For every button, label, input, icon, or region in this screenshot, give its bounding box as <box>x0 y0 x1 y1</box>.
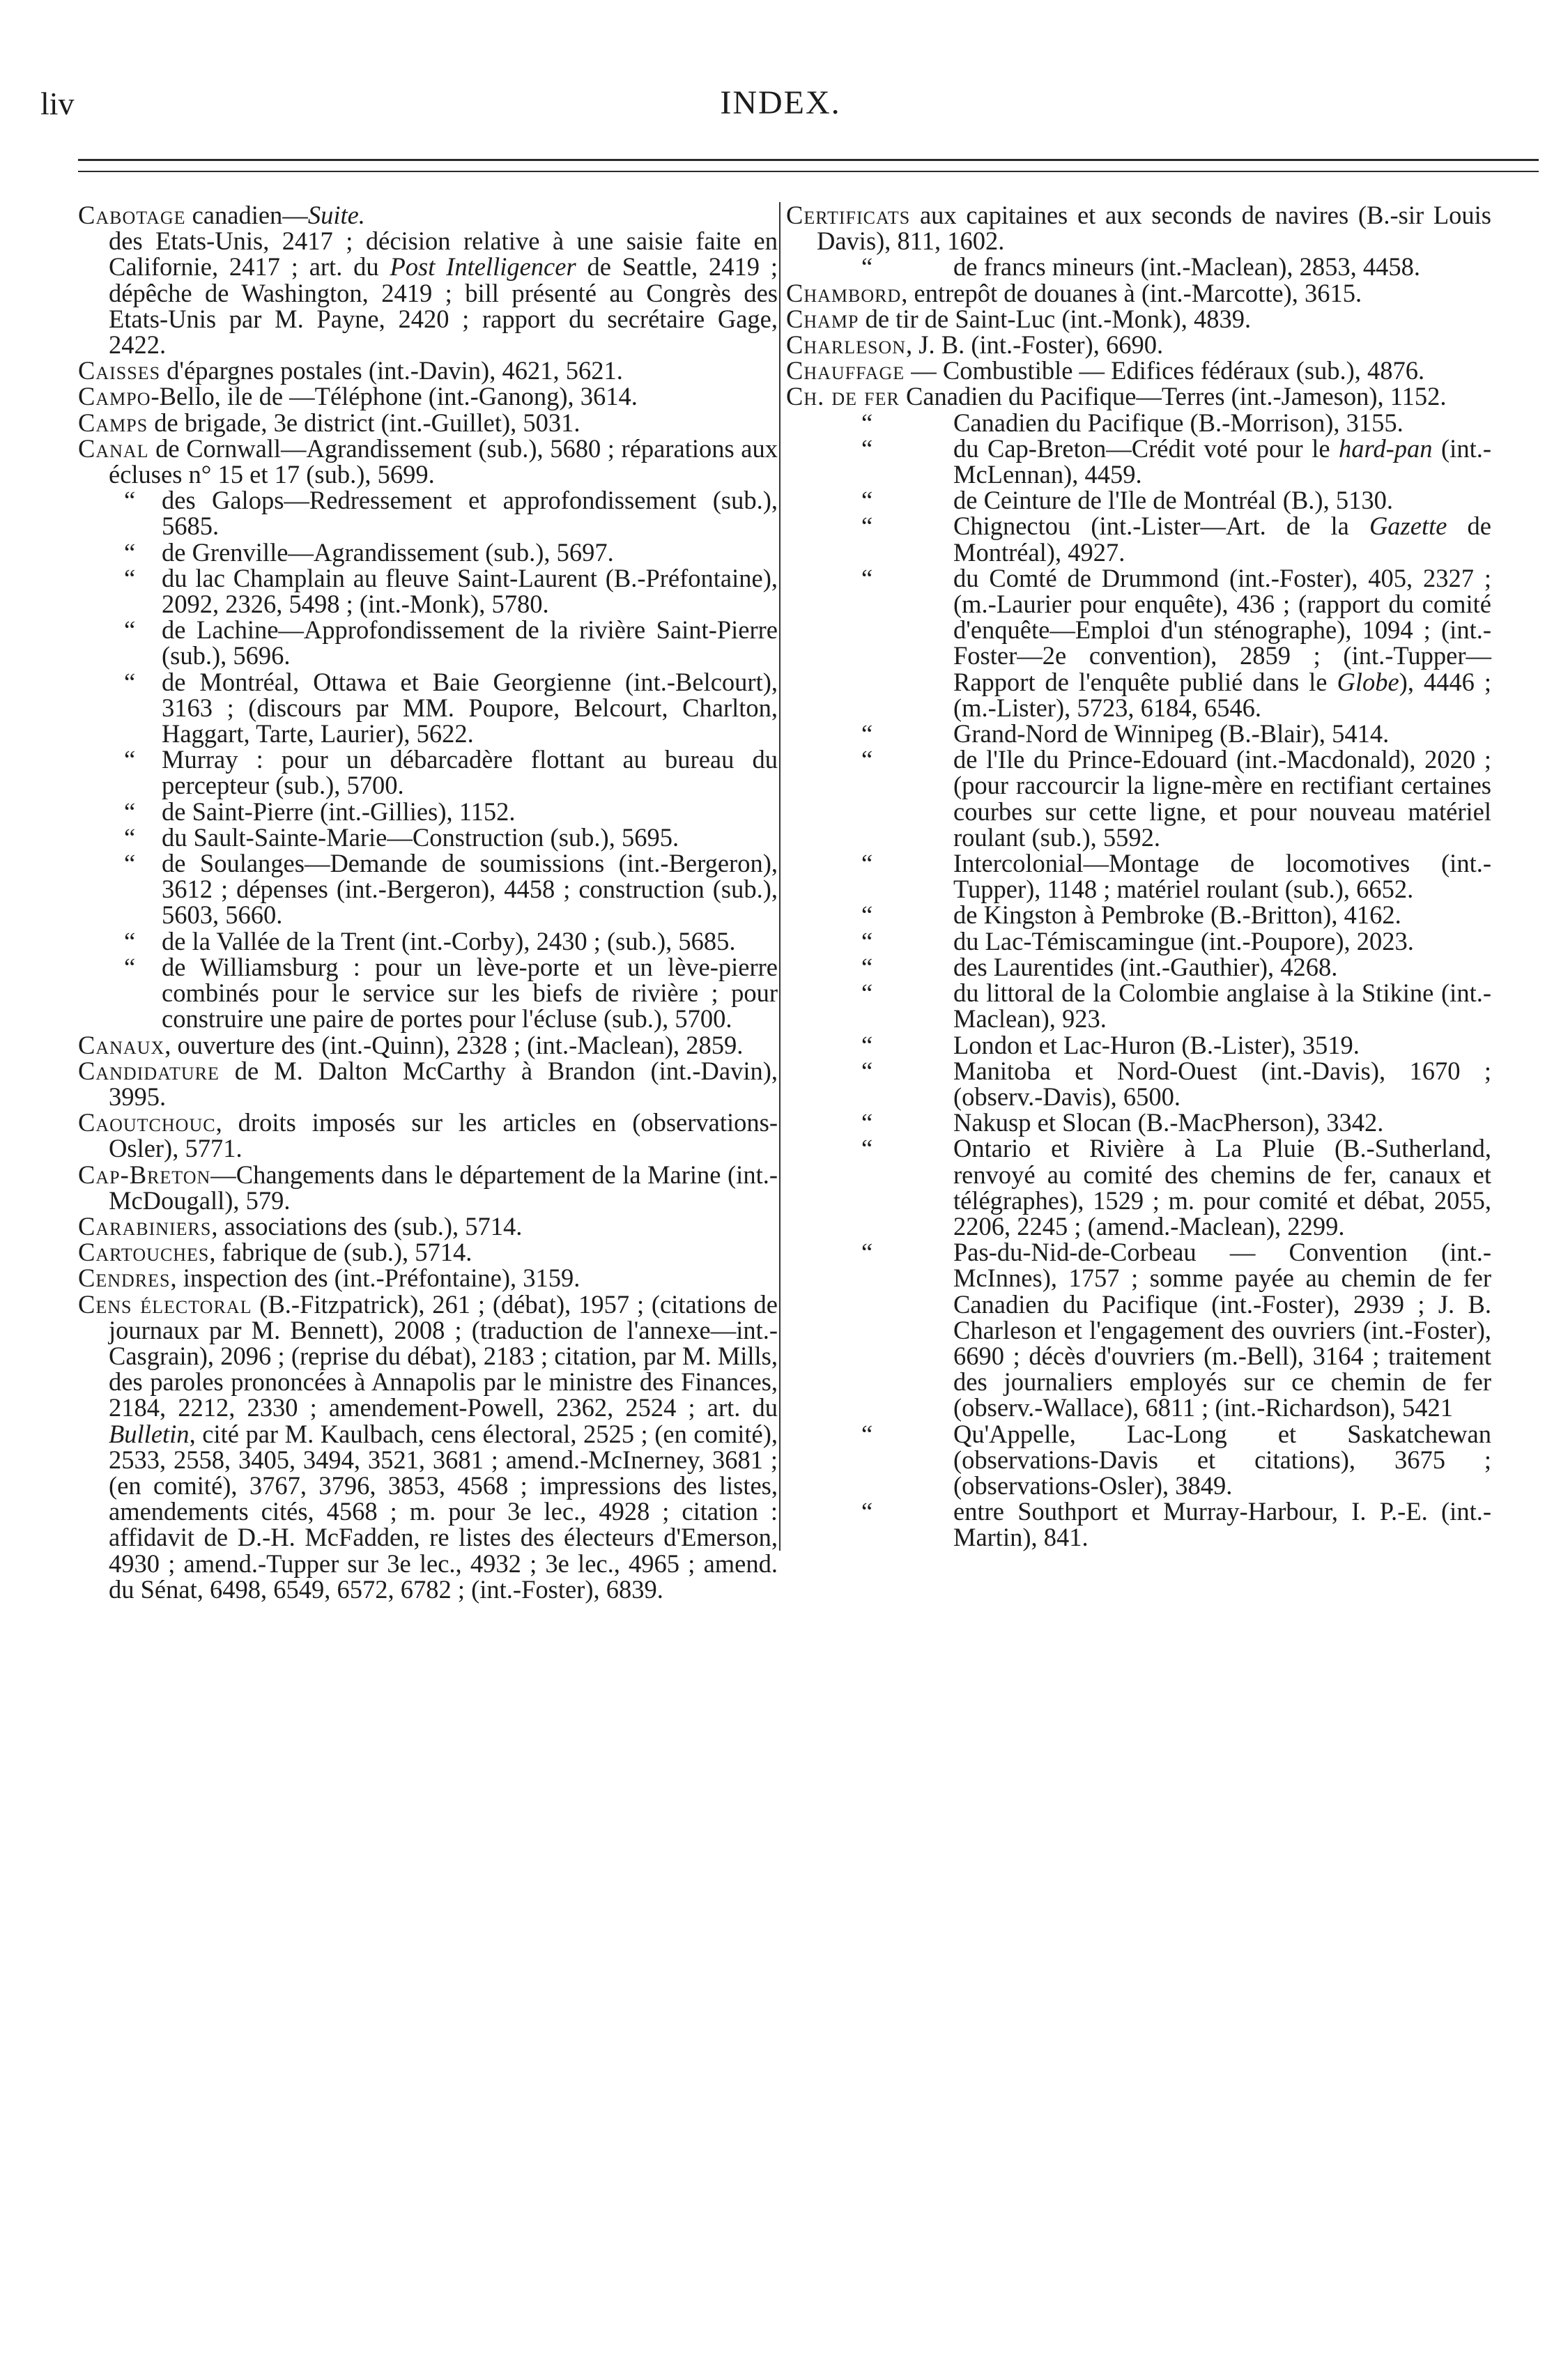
index-subentry <box>786 433 1491 489</box>
ditto-mark: “ <box>124 797 136 826</box>
entry-text: de Cornwall—Agrandissement (sub.), 5680 ; réparations aux écluses n° 15 et 17 (sub.), 5699. <box>109 433 778 489</box>
ditto-mark: “ <box>861 952 873 981</box>
index-subentry <box>786 513 1491 565</box>
header-rule-top <box>78 159 1539 161</box>
entry-heading: Cartouches <box>78 1238 210 1267</box>
entry-text: , droits imposés sur les articles en (observations-Osler), 5771. <box>109 1108 778 1163</box>
entry-heading: Camps <box>78 408 148 437</box>
index-subentry <box>78 669 778 747</box>
entry-text: de l'Ile du Prince-Edouard (int.-Macdonald), 2020 ; (pour raccourcir la ligne-mère en rectifiant certaines courbes sur cette ligne, et pour nouveau matériel roulant (sub.), 5592. <box>953 745 1491 852</box>
index-entry <box>78 1265 778 1291</box>
ditto-mark: “ <box>861 408 873 437</box>
entry-heading: Cendres <box>78 1264 171 1293</box>
entry-heading: Cap-Breton <box>78 1160 211 1189</box>
header-rule-bottom <box>78 171 1539 172</box>
ditto-mark: “ <box>861 1238 873 1267</box>
entry-heading: Carabiniers <box>78 1211 212 1241</box>
page-number: liv <box>40 86 75 121</box>
entry-text: de brigade, 3e district (int.-Guillet), 5031. <box>148 408 580 437</box>
entry-text: Murray : pour un débarcadère flottant au bureau du percepteur (sub.), 5700. <box>162 745 778 800</box>
index-entry <box>78 1032 778 1058</box>
index-column-right <box>779 202 1491 1551</box>
index-entry <box>786 358 1491 383</box>
index-entry <box>78 1291 778 1602</box>
entry-text: des Laurentides (int.-Gauthier), 4268. <box>953 952 1338 981</box>
entry-heading: Cabotage <box>78 201 186 229</box>
entry-heading: Cens électoral <box>78 1289 252 1319</box>
entry-text: de M. Dalton McCarthy à Brandon (int.-Davin), 3995. <box>109 1056 778 1111</box>
index-entry <box>78 1213 778 1239</box>
index-subentry <box>78 824 778 850</box>
index-subentry <box>78 799 778 824</box>
entry-text: — Combustible — Edifices fédéraux (sub.), 4876. <box>905 356 1425 385</box>
ditto-mark: “ <box>861 433 873 463</box>
entry-heading: Charleson <box>786 330 907 360</box>
entry-text: Nakusp et Slocan (B.-MacPherson), 3342. <box>953 1108 1384 1137</box>
entry-text: , fabrique de (sub.), 5714. <box>209 1238 472 1267</box>
entry-text: Chignectou (int.-Lister—Art. de la <box>953 512 1369 541</box>
entry-italic: Globe <box>1337 667 1399 696</box>
index-subentry <box>78 617 778 668</box>
entry-text: de Soulanges—Demande de soumissions (int.-Bergeron), 3612 ; dépenses (int.-Bergeron), 4458 ; construction (sub.), 5603, 5660. <box>162 849 778 930</box>
entry-text: , J. B. (int.-Foster), 6690. <box>906 330 1164 360</box>
index-subentry <box>786 850 1491 902</box>
index-subentry <box>786 746 1491 850</box>
index-entry <box>786 332 1491 358</box>
entry-text: du lac Champlain au fleuve Saint-Laurent (B.-Préfontaine), 2092, 2326, 5498 ; (int.-Monk), 5780. <box>162 563 778 619</box>
entry-text: , entrepôt de douanes à (int.-Marcotte), 3615. <box>901 278 1362 307</box>
ditto-mark: “ <box>861 512 873 541</box>
index-entry <box>78 410 778 436</box>
entry-text: , ouverture des (int.-Quinn), 2328 ; (int.-Maclean), 2859. <box>164 1030 744 1059</box>
entry-italic: Post Intelligencer <box>390 252 576 282</box>
index-subentry <box>786 1498 1491 1550</box>
ditto-mark: “ <box>861 926 873 955</box>
entry-heading: Ch. de fer <box>786 382 900 411</box>
index-entry <box>78 1239 778 1265</box>
entry-text: de Williamsburg : pour un lève-porte et un lève-pierre combinés pour le service sur les biefs de rivière ; pour construire une paire de portes pour l'écluse (sub.), 5700. <box>162 952 778 1034</box>
ditto-mark: “ <box>861 719 873 748</box>
entry-text: des Etats-Unis, 2417 ; décision relative à une saisie faite en Californie, 2417 ; art. du <box>109 227 778 282</box>
ditto-mark: “ <box>124 926 136 955</box>
entry-text: Qu'Appelle, Lac-Long et Saskatchewan (observations-Davis et citations), 3675 ; (observations-Osler), 3849. <box>953 1419 1491 1500</box>
index-entry <box>78 1162 778 1213</box>
ditto-mark: “ <box>861 1134 873 1163</box>
entry-text: de la Vallée de la Trent (int.-Corby), 2430 ; (sub.), 5685. <box>162 926 736 955</box>
index-entry <box>78 383 778 409</box>
entry-text: des Galops—Redressement et approfondissement (sub.), 5685. <box>162 486 778 541</box>
ditto-mark: “ <box>861 1419 873 1448</box>
ditto-mark: “ <box>861 252 873 282</box>
ditto-mark: “ <box>124 563 136 592</box>
index-subentry <box>786 1421 1491 1499</box>
entry-heading: Candidature <box>78 1056 220 1085</box>
index-subentry <box>78 565 778 617</box>
entry-text: Pas-du-Nid-de-Corbeau — Convention (int.-McInnes), 1757 ; somme payée au chemin de fer Canadien du Pacifique (int.-Foster), 2939 ; J. B. Charleson et l'engagement des ouvriers (int.-Foster), 6690 ; décès d'ouvriers (m.-Bell), 3164 ; traitement des journaliers employés sur ce chemin de fer (observ.-Wallace), 6811 ; (int.-Richardson), 5421 <box>953 1238 1491 1422</box>
index-subentry <box>78 539 778 565</box>
ditto-mark: “ <box>124 667 136 696</box>
index-entry <box>786 202 1491 254</box>
index-subentry <box>786 1110 1491 1135</box>
index-subentry <box>78 487 778 539</box>
entry-text: de francs mineurs (int.-Maclean), 2853, 4458. <box>953 252 1420 282</box>
index-subentry <box>786 252 1491 282</box>
entry-text: de Kingston à Pembroke (B.-Britton), 4162. <box>953 900 1401 930</box>
entry-text: , associations des (sub.), 5714. <box>211 1211 523 1241</box>
ditto-mark: “ <box>124 537 136 567</box>
ditto-mark: “ <box>861 1497 873 1526</box>
ditto-mark: “ <box>861 1030 873 1059</box>
index-entry <box>786 383 1491 409</box>
index-subentry <box>786 1135 1491 1239</box>
index-subentry <box>786 978 1491 1034</box>
index-subentry <box>78 850 778 928</box>
index-entry <box>78 1110 778 1161</box>
ditto-mark: “ <box>124 822 136 852</box>
index-continuation <box>78 228 778 358</box>
entry-text: -Bello, ile de —Téléphone (int.-Ganong), 3614. <box>151 382 638 411</box>
index-subentry <box>786 565 1491 721</box>
index-entry <box>786 280 1491 306</box>
entry-heading: Canaux <box>78 1030 165 1059</box>
entry-text: du Cap-Breton—Crédit voté pour le <box>953 433 1339 463</box>
index-subentry <box>786 410 1491 436</box>
entry-text-after: de Montréal), 4927. <box>953 512 1492 567</box>
entry-italic: hard-pan <box>1339 433 1433 463</box>
entry-text: Ontario et Rivière à La Pluie (B.-Sutherland, renvoyé au comité des chemins de fer, canaux et télégraphes), 1529 ; m. pour comité et débat, 2055, 2206, 2245 ; (amend.-Maclean), 2299. <box>953 1134 1491 1241</box>
index-subentry <box>78 954 778 1032</box>
index-column-left <box>78 202 778 1602</box>
page-title: INDEX. <box>720 84 841 121</box>
entry-text-after: de Seattle, 2419 ; dépêche de Washington, 2419 ; bill présenté au Congrès des Etats-Unis par M. Payne, 2420 ; rapport du secrétaire Gage, 2422. <box>109 252 778 360</box>
entry-text-after: , cité par M. Kaulbach, cens électoral, 2525 ; (en comité), 2533, 2558, 3405, 3494, 3521, 3681 ; amend.-McInerney, 3681 ; (en comité), 3767, 3796, 3853, 4568 ; impressions des listes, amendements cités, 4568 ; m. pour 3e lec., 4928 ; citation : affidavit de D.-H. McFadden, re listes des électeurs d'Emerson, 4930 ; amend.-Tupper sur 3e lec., 4932 ; 3e lec., 4965 ; amend. du Sénat, 6498, 6549, 6572, 6782 ; (int.-Foster), 6839. <box>109 1419 778 1604</box>
entry-text: (B.-Fitzpatrick), 261 ; (débat), 1957 ; (citations de journaux par M. Bennett), 2008 ; (traduction de l'annexe—int.-Casgrain), 2096 ; (reprise du débat), 2183 ; citation, par M. Mills, des paroles prononcées à Annapolis par le ministre des Finances, 2184, 2212, 2330 ; amendement-Powell, 2362, 2524 ; art. du <box>109 1289 778 1422</box>
index-entry <box>78 358 778 383</box>
ditto-mark: “ <box>861 1056 873 1085</box>
entry-italic: Suite. <box>307 201 365 229</box>
entry-text: —Changements dans le département de la Marine (int.-McDougall), 579. <box>109 1160 778 1215</box>
entry-heading: Caoutchouc <box>78 1108 216 1137</box>
entry-text-after: (int.-McLennan), 4459. <box>953 433 1491 489</box>
entry-heading: Caisses <box>78 356 161 385</box>
index-subentry <box>78 928 778 954</box>
ditto-mark: “ <box>861 486 873 515</box>
entry-text: du littoral de la Colombie anglaise à la Stikine (int.-Maclean), 923. <box>953 978 1491 1034</box>
entry-text: , inspection des (int.-Préfontaine), 3159. <box>170 1264 580 1293</box>
ditto-mark: “ <box>861 900 873 930</box>
index-subentry <box>786 1239 1491 1420</box>
index-subentry <box>786 902 1491 928</box>
ditto-mark: “ <box>124 486 136 515</box>
ditto-mark: “ <box>124 952 136 981</box>
entry-heading: Campo <box>78 382 151 411</box>
index-subentry <box>786 721 1491 746</box>
entry-heading: Chambord <box>786 278 902 307</box>
entry-text: du Sault-Sainte-Marie—Construction (sub.), 5695. <box>162 822 679 852</box>
entry-text: du Lac-Témiscamingue (int.-Poupore), 2023. <box>953 926 1414 955</box>
entry-text: de tir de Saint-Luc (int.-Monk), 4839. <box>859 304 1252 333</box>
entry-text: aux capitaines et aux seconds de navires (B.-sir Louis Davis), 811, 1602. <box>817 201 1491 256</box>
index-subentry <box>786 928 1491 954</box>
index-subentry <box>786 487 1491 513</box>
entry-heading: Chauffage <box>786 356 905 385</box>
index-entry <box>78 433 778 489</box>
entry-text: Canadien du Pacifique (B.-Morrison), 3155. <box>953 408 1404 437</box>
ditto-mark: “ <box>861 978 873 1008</box>
index-subentry <box>78 746 778 798</box>
entry-text: de Grenville—Agrandissement (sub.), 5697. <box>162 537 614 567</box>
entry-text: London et Lac-Huron (B.-Lister), 3519. <box>953 1030 1360 1059</box>
entry-text: canadien— <box>185 201 308 229</box>
entry-text: Manitoba et Nord-Ouest (int.-Davis), 1670 ; (observ.-Davis), 6500. <box>953 1056 1491 1111</box>
ditto-mark: “ <box>861 1108 873 1137</box>
entry-italic: Gazette <box>1369 512 1447 541</box>
index-subentry <box>786 954 1491 980</box>
entry-italic: Bulletin <box>109 1419 190 1448</box>
entry-heading: Canal <box>78 433 149 463</box>
entry-text: du Comté de Drummond (int.-Foster), 405, 2327 ; (m.-Laurier pour enquête), 436 ; (rapport du comité d'enquête—Emploi d'un sténographe), 1094 ; (int.-Foster—2e convention), 2859 ; (int.-Tupper—Rapport de l'enquête publié dans le <box>953 563 1491 696</box>
entry-text: de Saint-Pierre (int.-Gillies), 1152. <box>162 797 516 826</box>
entry-text: d'épargnes postales (int.-Davin), 4621, 5621. <box>160 356 623 385</box>
ditto-mark: “ <box>861 849 873 878</box>
entry-text: Canadien du Pacifique—Terres (int.-Jameson), 1152. <box>899 382 1447 411</box>
index-entry <box>786 306 1491 332</box>
entry-heading: Champ <box>786 304 859 333</box>
entry-text: Intercolonial—Montage de locomotives (int.-Tupper), 1148 ; matériel roulant (sub.), 6652. <box>953 849 1491 904</box>
index-entry <box>78 202 778 228</box>
ditto-mark: “ <box>124 745 136 774</box>
index-subentry <box>786 1032 1491 1058</box>
ditto-mark: “ <box>124 849 136 878</box>
entry-text: de Lachine—Approfondissement de la rivière Saint-Pierre (sub.), 5696. <box>162 615 778 670</box>
ditto-mark: “ <box>861 563 873 592</box>
ditto-mark: “ <box>124 615 136 645</box>
entry-text-after: ), 4446 ; (m.-Lister), 5723, 6184, 6546. <box>953 667 1492 722</box>
ditto-mark: “ <box>861 745 873 774</box>
index-entry <box>78 1058 778 1110</box>
entry-text: entre Southport et Murray-Harbour, I. P.-E. (int.-Martin), 841. <box>953 1497 1491 1552</box>
index-subentry <box>786 1058 1491 1110</box>
entry-text: de Ceinture de l'Ile de Montréal (B.), 5130. <box>953 486 1393 515</box>
entry-heading: Certificats <box>786 201 911 229</box>
entry-text: Grand-Nord de Winnipeg (B.-Blair), 5414. <box>953 719 1390 748</box>
entry-text: de Montréal, Ottawa et Baie Georgienne (int.-Belcourt), 3163 ; (discours par MM. Poupore, Belcourt, Charlton, Haggart, Tarte, Laurier), 5622. <box>162 667 778 748</box>
